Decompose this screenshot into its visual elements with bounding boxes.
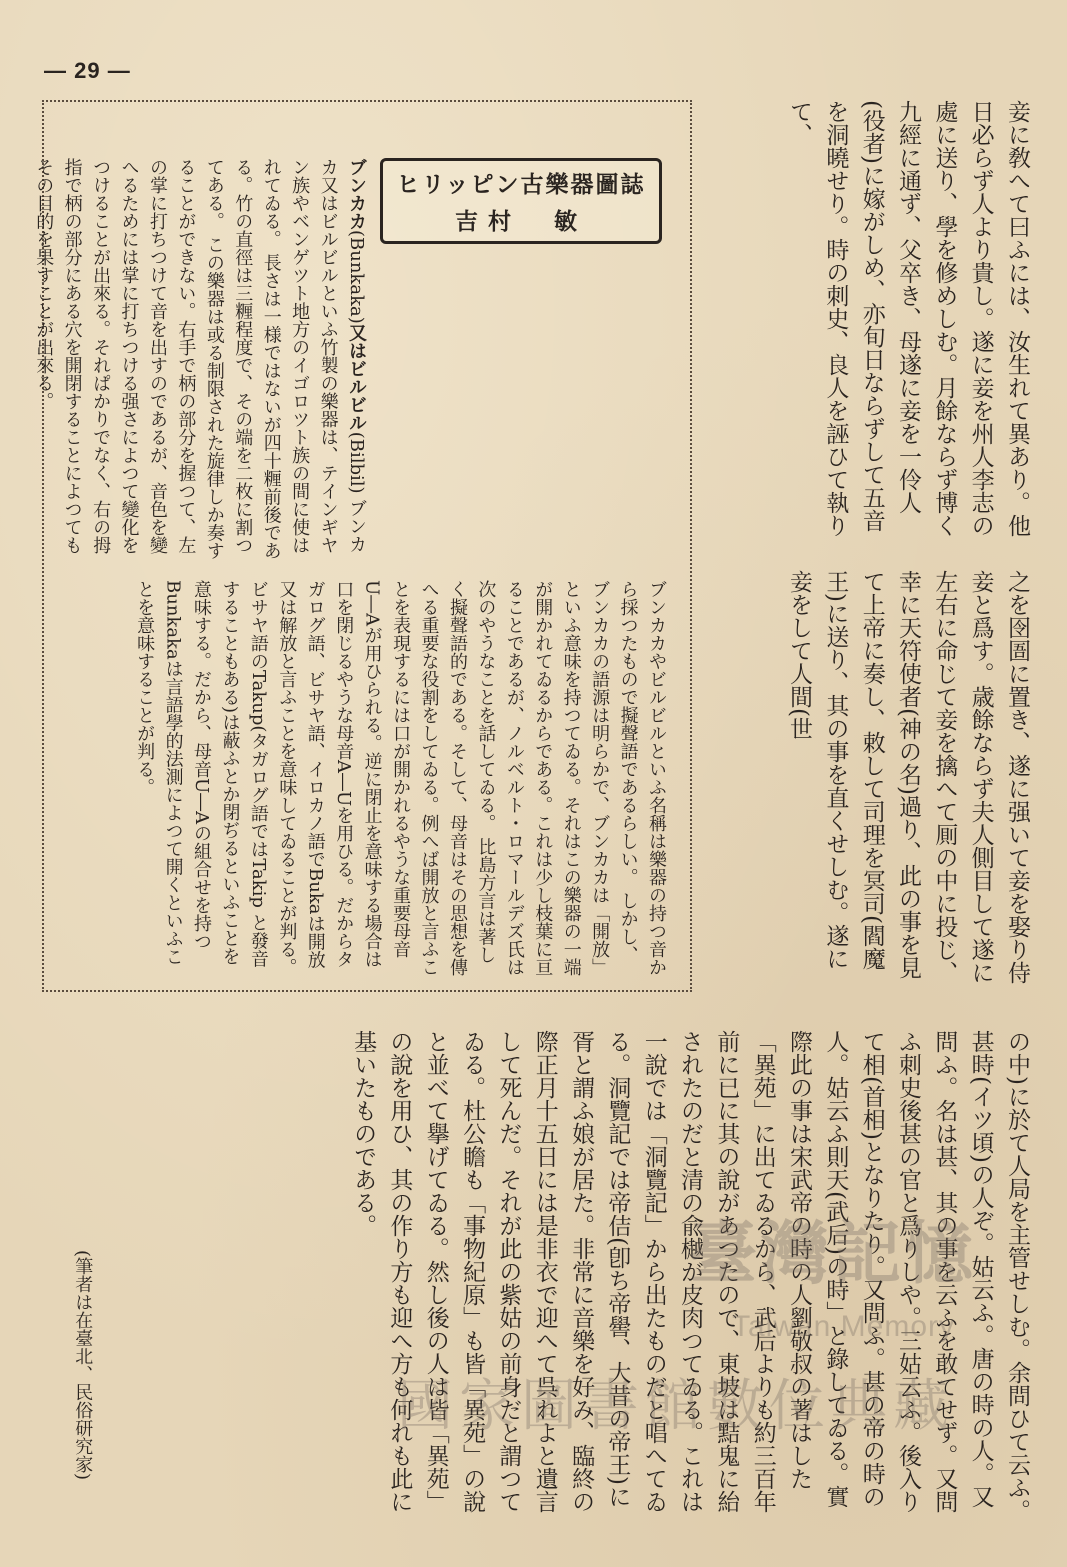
author-byline: (筆者は在臺北、民俗研究家)	[72, 1250, 94, 1481]
inset-paragraph-7: ビサヤ語のTakup(タガログ語ではTakip と發音することもある)は蔽ふとか閉ぢるといふことを意味する。だから、母音U―Aの組合せを持つBunkakaは言語學的法測によつて開くといふことを意味することが判る。	[134, 580, 269, 968]
subhead-bunkaka: ブンカカ	[346, 158, 367, 230]
main-text-upper-continued: 之を囹圄に置き、遂に强いて妾を娶り侍妾と爲す。歳餘ならず夫人側目して遂に左右に命じて妾を擒へて厠の中に投じ、幸に天符使者(神の名)過り、此の事を見て上帝に奏し、敕して司理を冥司(閻魔王)に送り、其の事を直くせしむ。遂に妾をして人間(世	[786, 570, 1030, 984]
main-text-upper: 妾に敎へて曰ふには、汝生れて異あり。他日必らず人より貴し。遂に妾を州人李志の處に送り、學を修めしむ。月餘ならず博く九經に通ず、父卒き、母遂に妾を一伶人(役者)に嫁がしめ、亦旬日ならずして五音を洞曉せり。時の刺史、良人を誣ひて執りて、	[786, 100, 1030, 537]
article-title-box	[380, 158, 662, 244]
page-number: — 29 —	[44, 58, 131, 83]
inset-paragraph-1: ブンカカ又はビルビルといふ竹製の樂器は、テインギヤン族やベンゲツト地方のイゴロツト族の間に使はれてゐる。	[260, 158, 367, 554]
watermark-logo: 臺灣記憶	[688, 1215, 977, 1294]
subhead-bunkaka-roman: (Bunkaka)	[346, 230, 367, 324]
inset-paragraph-3: この樂器は或る制限された旋律しか奏することができない。右手で柄の部分を握つて、左の掌に打ちつけて音を出すのであるが、音色を變へるためには掌に打ちつける强さによつて變化をつけることが出來る。それぱかりでなく、右の拇指で柄の部分にある穴を開閉することによつてもその目的を果すことが出來る。	[33, 158, 225, 560]
subhead-bilbil: 又はビルビル	[346, 323, 367, 432]
inset-paragraph-2: 長さは一様ではないが四十糎前後である。竹の直徑は三糎程度で、その端を二枚に割つてある。	[203, 158, 282, 560]
inset-paragraph-6: 比島方言は著しく擬聲語的である。そして、母音はその思想を傳へる重要な役割をしてゐる。例へば開放と言ふことを表現するには口が開かれるやうな重要母音U―Aが用ひられる。逆に閉止を意味する場合は口を閉じるやうな母音A―Uを用ひる。だからタガログ語、ビサヤ語、イロカノ語でBukaは開放又は解放と言ふことを意味してゐることが判る。	[276, 580, 497, 976]
watermark-collection: 國家圖書館數位典藏	[397, 1374, 955, 1439]
inset-paragraph-5: しかし、ブンカカの語源は明らかで、ブンカカは「開放」といふ意味を持つてゐる。それはこの樂器の一端が開かれてゐるからである。これは少し枝葉に亘ることであるが、ノルベルト・ロマールデズ氏は次のやうなことを話してゐる。	[475, 580, 639, 976]
article-author: 吉村 敏	[455, 208, 587, 235]
inset-lower-columns	[70, 580, 670, 980]
inset-paragraph-4: ブンカカやビルビルといふ名稱は樂器の持つ音から採つたもので擬聲語であるらしい。	[617, 580, 667, 976]
article-title: ヒリッピン古樂器圖誌	[396, 171, 646, 198]
inset-intro-column	[33, 158, 370, 570]
main-text-lower: の中)に於て人局を主管せしむ。余問ひて云ふ。甚時(イツ頃)の人ぞ。姑云ふ。唐の時の人。又問ふ。名は甚、其の事を云ふを敢てせず。又問ふ刺史後甚の官と爲りしや。三姑云ふ。後入りて相(首相)となりたり。又問ふ。甚の帝の時の人。姑云ふ則天(武后)の時」と錄してゐる。實際此の事は宋武帝の時の人劉敬叔の著はした「異苑」に出てゐるから、武后よりも約三百年前に已に其の說があつたので、東坡は黠鬼に紿されたのだと清の兪樾が皮肉つてゐる。これは一說では「洞覽記」から出たものだと唱へてゐる。洞覽記では帝佶(卽ち帝嚳、大昔の帝王)に胥と謂ふ娘が居た。非常に音樂を好み、臨終の際正月十五日には是非衣で迎へて呉れよと遺言して死んだ。それが此の紫姑の前身だと謂つてゐる。杜公瞻も「事物紀原」も皆「異苑」の說と並べて擧げてゐる。然し後の人は皆「異苑」の說を用ひ、其の作り方も迎へ方も何れも此に基いたものである。	[350, 1030, 1030, 1522]
subhead-bilbil-roman: (Bilbil)	[346, 431, 367, 494]
watermark-english: Taiwan Memory	[731, 1310, 955, 1343]
